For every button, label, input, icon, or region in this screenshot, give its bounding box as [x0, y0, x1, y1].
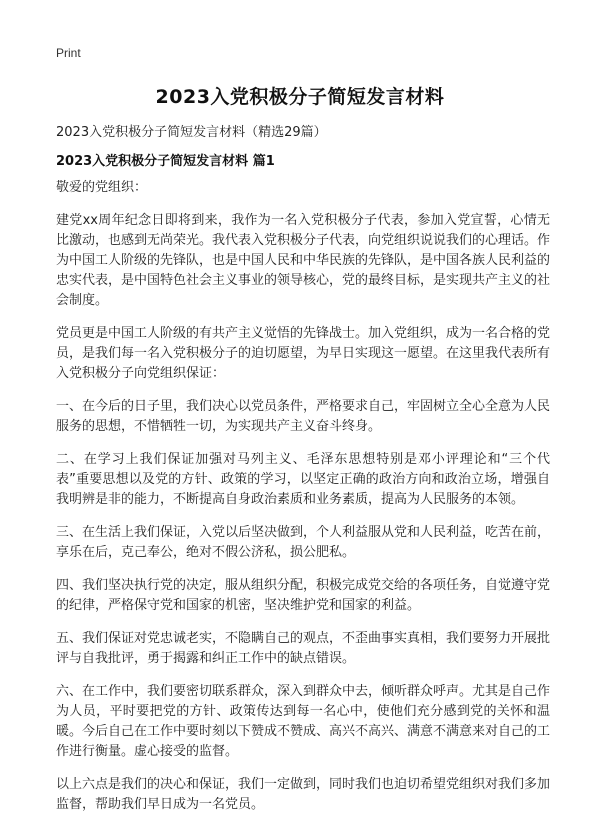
paragraph-6: 四、我们坚决执行党的决定，服从组织分配，积极完成党交给的各项任务，自觉遵守党的纪律，严格保守党和国家的机密，坚决维护党和国家的利益。 [56, 578, 551, 613]
document-subtitle: 2023入党积极分子简短发言材料（精选29篇） [56, 125, 327, 140]
paragraph-9: 以上六点是我们的决心和保证，我们一定做到，同时我们也迫切希望党组织对我们多加监督，帮助我们早日成为一名党员。 [56, 777, 551, 812]
paragraph-5: 三、在生活上我们保证，入党以后坚决做到，个人利益服从党和人民利益，吃苦在前，享乐在后，克己奉公，绝对不假公济私，损公肥私。 [56, 525, 551, 560]
paragraph-1: 建党xx周年纪念日即将到来，我作为一名入党积极分子代表，参加入党宣誓，心情无比激动，也感到无尚荣光。我代表入党积极分子代表，向党组织说说我们的心理话。作为中国工人阶级的先锋队，也是中国人民和中华民族的先锋队，是中国各族人民利益的忠实代表，是中国特色社会主义事业的领导核心，党的最终目标，是实现共产主义的社会制度。 [56, 213, 551, 308]
document-body [56, 178, 550, 828]
paragraph-2: 党员更是中国工人阶级的有共产主义觉悟的先锋战士。加入党组织，成为一名合格的党员，是我们每一名入党积极分子的迫切愿望，为早日实现这一愿望。在这里我代表所有入党积极分子向党组织保证： [56, 326, 551, 381]
paragraph-3: 一、在今后的日子里，我们决心以党员条件，严格要求自己，牢固树立全心全意为人民服务的思想，不惜牺牲一切，为实现共产主义奋斗终身。 [56, 399, 551, 434]
paragraph-8: 六、在工作中，我们要密切联系群众，深入到群众中去，倾听群众呼声。尤其是自己作为人员，平时要把党的方针、政策传达到每一名心中，使他们充分感到党的关怀和温暖。今后自己在工作中要时刻以下赞成不赞成、高兴不高兴、满意不满意来对自己的工作进行衡量。虚心接受的监督。 [56, 684, 551, 759]
salutation: 敬爱的党组织： [56, 180, 148, 195]
paragraph-7: 五、我们保证对党忠诚老实，不隐瞒自己的观点，不歪曲事实真相，我们要努力开展批评与自我批评，勇于揭露和纠正工作中的缺点错误。 [56, 631, 551, 666]
print-label: Print [56, 46, 81, 60]
paragraph-4: 二、在学习上我们保证加强对马列主义、毛泽东思想特别是邓小评理论和“三个代表”重要思想以及党的方针、政策的学习，以坚定正确的政治方向和政治立场，增强自我明辨是非的能力，不断提高自身政治素质和业务素质，提高为人民服务的本领。 [56, 452, 550, 507]
section-heading: 2023入党积极分子简短发言材料 篇1 [56, 154, 275, 169]
document-title: 2023入党积极分子简短发言材料 [155, 86, 445, 108]
